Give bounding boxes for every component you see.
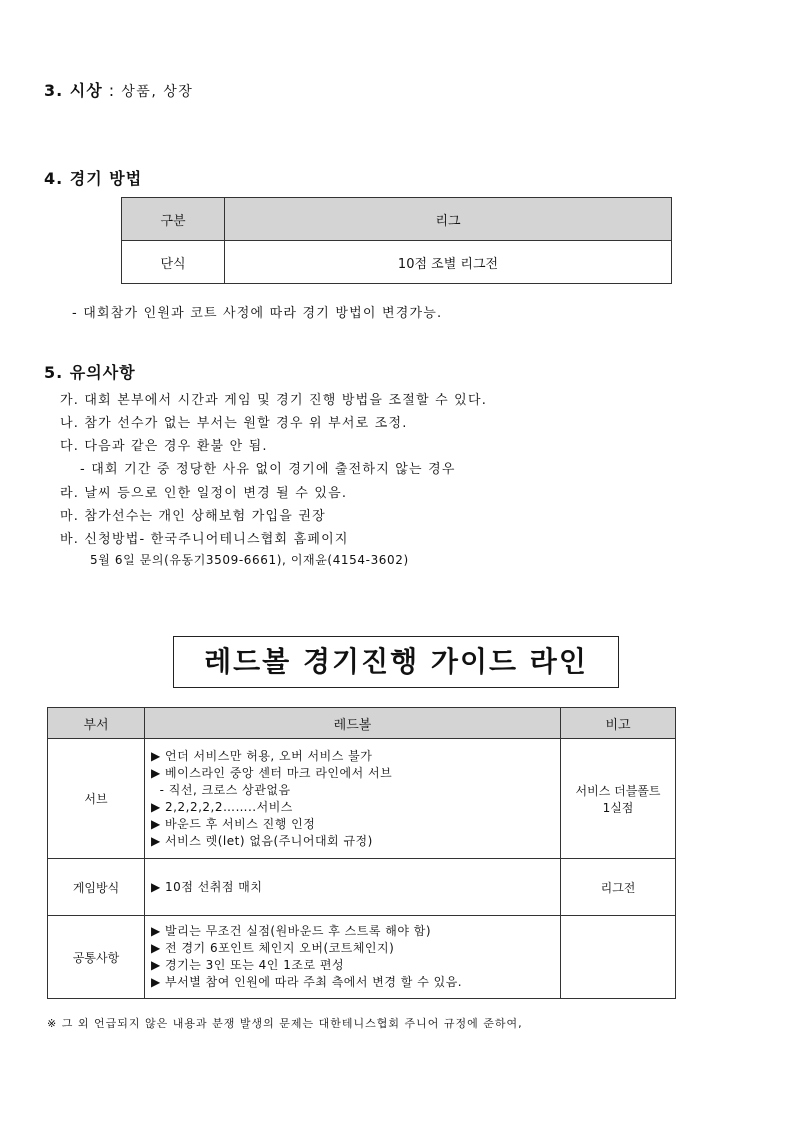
- section3-title: 시상: [69, 81, 103, 100]
- header-division: 부서: [48, 708, 145, 739]
- remark-line: 서비스 더블폴트: [575, 783, 661, 798]
- list-item: 마. 참가선수는 개인 상해보험 가입을 권장: [60, 509, 326, 524]
- section3-number: 3.: [44, 81, 64, 100]
- rule-line: ▶ 언더 서비스만 허용, 오버 서비스 불가: [151, 748, 373, 763]
- table-row: [48, 916, 676, 999]
- table-row: [122, 241, 672, 284]
- section4-note: - 대회참가 인원과 코트 사정에 따라 경기 방법이 변경가능.: [72, 306, 443, 321]
- guide-title: 레드볼 경기진행 가이드 라인: [173, 636, 619, 688]
- list-item: 다. 다음과 같은 경우 환불 안 됨.: [60, 439, 268, 454]
- header-category: 구분: [122, 198, 225, 241]
- section3-content: 상품, 상장: [121, 84, 194, 100]
- row-league: 10점 조별 리그전: [225, 241, 672, 284]
- list-item: 라. 날씨 등으로 인한 일정이 변경 될 수 있음.: [60, 486, 348, 501]
- rule-line: ▶ 경기는 3인 또는 4인 1조로 편성: [151, 958, 345, 972]
- rule-line: ▶ 서비스 렛(let) 없음(주니어대회 규정): [151, 833, 373, 848]
- table-row: [48, 739, 676, 859]
- list-item: 나. 참가 선수가 없는 부서는 원할 경우 위 부서로 조정.: [60, 416, 408, 431]
- row-remark: [561, 739, 676, 859]
- row-remark: 리그전: [561, 859, 676, 916]
- header-redball: 레드볼: [145, 708, 561, 739]
- list-item: 가. 대회 본부에서 시간과 게임 및 경기 진행 방법을 조절할 수 있다.: [60, 393, 488, 408]
- guide-table: [47, 707, 676, 999]
- row-category: 단식: [122, 241, 225, 284]
- section3-heading: [44, 78, 193, 101]
- rule-line: ▶ 베이스라인 중앙 센터 마크 라인에서 서브: [151, 765, 393, 780]
- row-content: [145, 739, 561, 859]
- guide-header-row: [48, 708, 676, 739]
- header-league: 리그: [225, 198, 672, 241]
- list-item: 5월 6일 문의(유동기3509-6661), 이재윤(4154-3602): [90, 553, 409, 567]
- rule-line: ▶ 10점 선취점 매치: [151, 879, 263, 894]
- section3-colon: :: [102, 81, 122, 100]
- section5-heading: 5. 유의사항: [44, 363, 136, 382]
- row-category: 게임방식: [48, 859, 145, 916]
- row-category: 서브: [48, 739, 145, 859]
- rule-line: ▶ 발리는 무조건 실점(원바운드 후 스트록 해야 함): [151, 924, 432, 938]
- match-method-table: [121, 197, 672, 284]
- list-item: 바. 신청방법- 한국주니어테니스협회 홈페이지: [60, 532, 349, 547]
- row-content: [145, 859, 561, 916]
- footnote: ※ 그 외 언급되지 않은 내용과 분쟁 발생의 문제는 대한테니스협회 주니어 규정에 준하여,: [47, 1017, 523, 1030]
- rule-line: ▶ 부서별 참여 인원에 따라 주최 측에서 변경 할 수 있음.: [151, 975, 463, 989]
- row-category: 공통사항: [48, 916, 145, 999]
- rule-line: ▶ 전 경기 6포인트 체인지 오버(코트체인지): [151, 941, 395, 955]
- match-method-header-row: [122, 198, 672, 241]
- list-item: - 대회 기간 중 정당한 사유 없이 경기에 출전하지 않는 경우: [80, 462, 456, 477]
- remark-line: 1실점: [602, 800, 634, 815]
- section4-heading: 4. 경기 방법: [44, 169, 143, 188]
- rule-line: - 직선, 크로스 상관없음: [151, 782, 291, 797]
- header-remark: 비고: [561, 708, 676, 739]
- table-row: [48, 859, 676, 916]
- row-content: [145, 916, 561, 999]
- rule-line: ▶ 바운드 후 서비스 진행 인정: [151, 816, 316, 831]
- row-remark: [561, 916, 676, 999]
- rule-line: ▶ 2,2,2,2,2……..서비스: [151, 799, 293, 814]
